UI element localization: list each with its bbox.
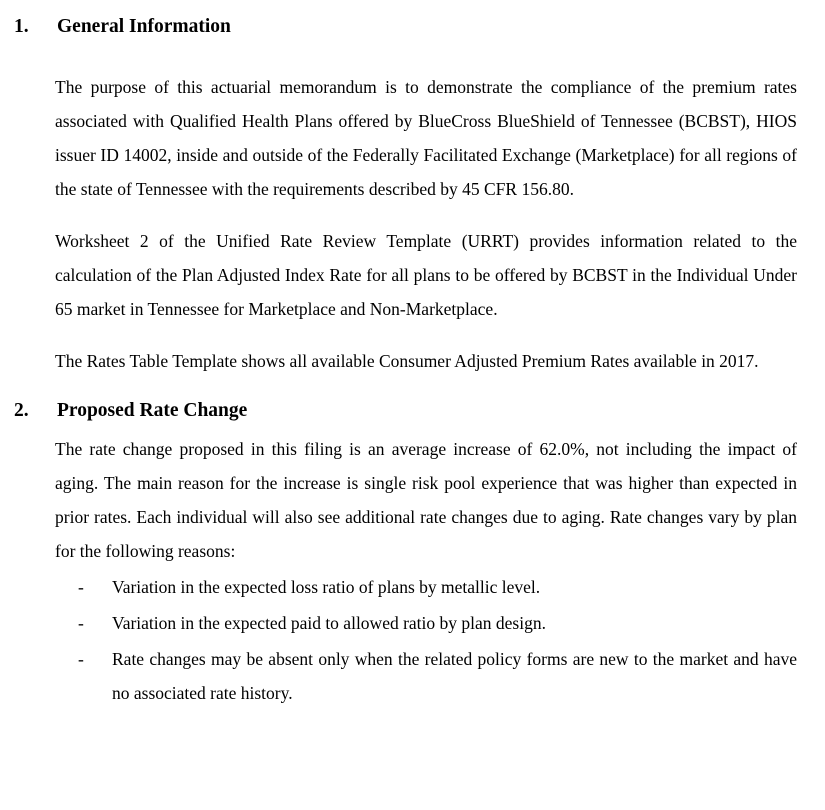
section-title: Proposed Rate Change <box>57 400 248 421</box>
bullet-list <box>78 570 797 710</box>
paragraph: The Rates Table Template shows all available Consumer Adjusted Premium Rates available in 2017. <box>55 351 759 371</box>
bullet-text: Variation in the expected loss ratio of plans by metallic level. <box>112 577 541 597</box>
section-general-information <box>0 14 825 378</box>
bullet-dash: - <box>78 649 84 669</box>
bullet-text: Rate changes may be absent only when the related policy forms are new to the market and have no associated rate history. <box>112 649 797 703</box>
paragraph: The rate change proposed in this filing is an average increase of 62.0%, not including the impact of aging. The main reason for the increase is single risk pool experience that was higher than expected in prior rates. Each individual will also see additional rate changes due to aging. Rate changes vary by plan for the following reasons: <box>55 439 797 561</box>
section-number: 2. <box>14 400 29 421</box>
section-title: General Information <box>57 16 231 37</box>
section-proposed-rate-change <box>0 398 825 710</box>
bullet-dash: - <box>78 613 84 633</box>
bullet-text: Variation in the expected paid to allowed ratio by plan design. <box>112 613 546 633</box>
section-number: 1. <box>14 16 29 37</box>
list-item <box>78 570 797 604</box>
list-item <box>78 642 797 710</box>
section-heading <box>0 398 825 424</box>
paragraph: Worksheet 2 of the Unified Rate Review Template (URRT) provides information related to the calculation of the Plan Adjusted Index Rate for all plans to be offered by BCBST in the Individual Under 65 market in Tennessee for Marketplace and Non-Marketplace. <box>55 231 797 319</box>
bullet-dash: - <box>78 577 84 597</box>
section-heading <box>0 14 825 40</box>
list-item <box>78 606 797 640</box>
paragraph: The purpose of this actuarial memorandum is to demonstrate the compliance of the premium rates associated with Qualified Health Plans offered by BlueCross BlueShield of Tennessee (BCBST), HIOS issuer ID 14002, inside and outside of the Federally Facilitated Exchange (Marketplace) for all regions of the state of Tennessee with the requirements described by 45 CFR 156.80. <box>55 77 797 199</box>
